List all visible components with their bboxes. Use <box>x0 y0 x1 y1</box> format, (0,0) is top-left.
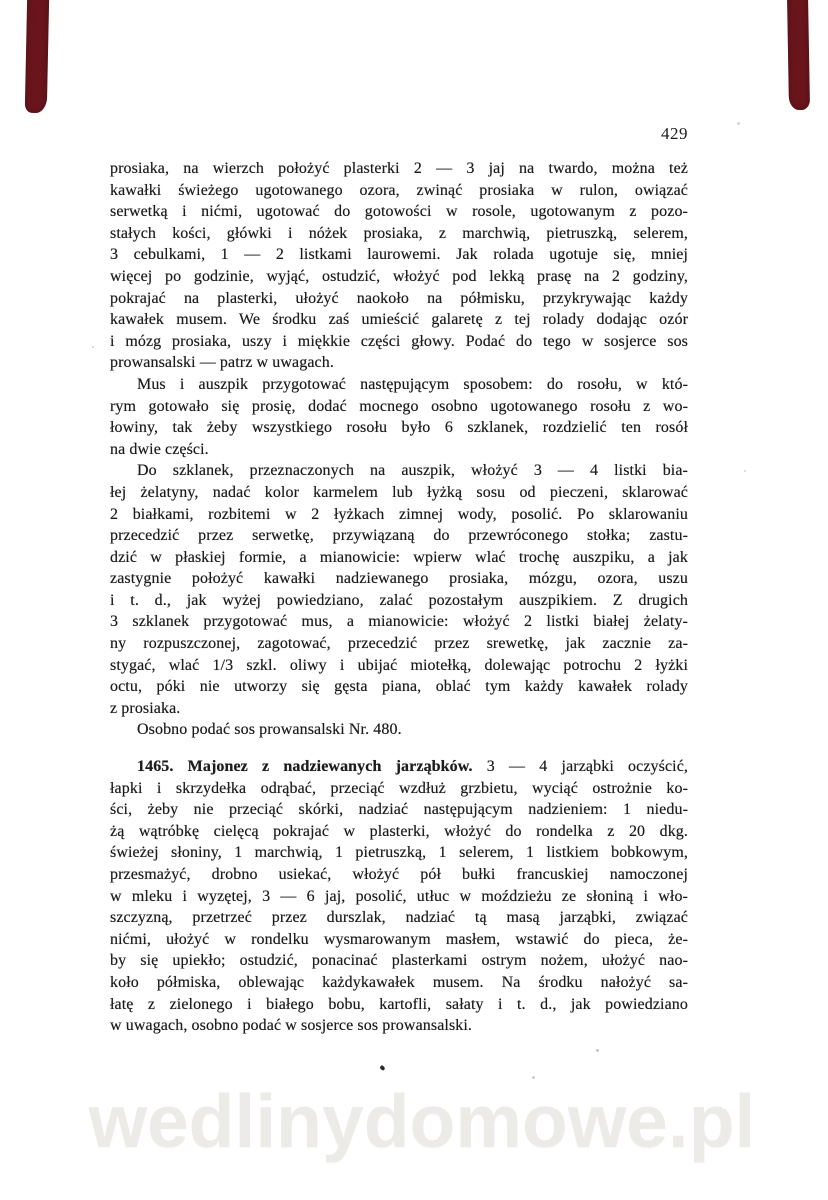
text-line: na dwie części. <box>110 440 209 458</box>
text-line: 3 cebulkami, 1 — 2 listkami laurowemi. Jak rolada ugotuje się, mniej <box>110 246 688 264</box>
text-line: 3 szklanek przygotować mus, a mianowicie: włożyć 2 listki białej żelaty- <box>110 613 688 631</box>
scan-speck <box>379 1065 385 1071</box>
text-line: świeżej słoniny, 1 marchwią, 1 pietruszką, 1 selerem, 1 listkiem bobkowym, <box>110 844 688 862</box>
text-line: stygać, wlać 1/3 szkl. oliwy i ubijać miotełką, dolewając potrochu 2 łyżki <box>110 656 688 674</box>
text-line: prowansalski — patrz w uwagach. <box>110 354 334 372</box>
text-line: w mleku i wyzętej, 3 — 6 jaj, posolić, utłuc w moździeżu ze słoniną i wło- <box>110 887 688 905</box>
binding-mark-right <box>787 0 810 110</box>
text-line: ny rozpuszczonej, zagotować, przecedzić przez srewetkę, jak zacznie za- <box>110 635 688 653</box>
text-line: przecedzić przez serwetkę, przywiązaną do przewróconego stołka; zastu- <box>110 527 688 545</box>
text-line: Osobno podać sos prowansalski Nr. 480. <box>137 721 402 739</box>
text-line: Mus i auszpik przygotować następującym sposobem: do rosołu, w któ- <box>137 375 688 393</box>
text-line: 1465. Majonez z nadziewanych jarząbków. 3 — 4 jarząbki oczyścić, <box>137 758 688 776</box>
text-line: kawałek musem. We środku zaś umieścić galaretę z tej rolady dodając ozór <box>110 311 688 329</box>
text-line: i t. d., jak wyżej powiedziano, zalać pozostałym auszpikiem. Z drugich <box>110 591 688 609</box>
paragraph <box>110 460 688 719</box>
paragraph <box>110 719 688 741</box>
text-line: łej żelatyny, nadać kolor karmelem lub łyżką sosu od pieczeni, sklarować <box>110 483 688 501</box>
text-line: kawałki świeżego ugotowanego ozora, zwinąć prosiaka w rulon, owiązać <box>110 181 688 199</box>
text-line: przesmażyć, drobno usiekać, włożyć pół bułki francuskiej namoczonej <box>110 866 688 883</box>
text-line: stałych kości, główki i nóżek prosiaka, z marchwią, pietruszką, selerem, <box>110 224 688 242</box>
text-line: nićmi, ułożyć w rondelku wysmarowanym masłem, wstawić do pieca, że- <box>110 930 688 948</box>
text-line: Do szklanek, przeznaczonych na auszpik, włożyć 3 — 4 listki bia- <box>137 462 688 480</box>
text-column <box>110 158 688 1037</box>
text-line: łowiny, tak żeby wszystkiego rosołu było 6 szklanek, rozdzielić ten rosół <box>110 419 688 437</box>
text-line: szczyzną, przetrzeć przez durszlak, nadziać tą masą jarząbki, związać <box>110 909 688 927</box>
recipe-paragraph <box>110 756 688 1037</box>
text-line: octu, póki nie utworzy się gęsta piana, oblać tym każdy kawałek rolady <box>110 678 688 696</box>
text-line: z prosiaka. <box>110 699 181 717</box>
binding-mark-left <box>25 0 49 113</box>
text-line: serwetką i nićmi, ugotować do gotowości w rosole, ugotowanym z pozo- <box>110 203 688 221</box>
scan-speck <box>744 470 746 472</box>
text-line: więcej po godzinie, wyjąć, ostudzić, włożyć pod lekką prasę na 2 godziny, <box>110 267 688 285</box>
text-line: dzić w płaskiej formie, a mianowicie: wpierw wlać trochę auszpiku, a jak <box>110 548 688 566</box>
scan-speck <box>596 1049 599 1052</box>
page-number: 429 <box>661 124 688 143</box>
text-line: żą wątróbkę cielęcą pokrajać w plasterki, włożyć do rondelka z 20 dkg. <box>110 822 688 840</box>
recipe-heading: 1465. Majonez z nadziewanych jarząbków. <box>137 758 473 776</box>
text-line: prosiaka, na wierzch położyć plasterki 2 — 3 jaj na twardo, można też <box>110 160 688 177</box>
text-line: 2 białkami, rozbitemi w 2 łyżkach zimnej wody, posolić. Po sklarowaniu <box>110 505 688 523</box>
scan-speck <box>737 122 740 125</box>
text-line: łatę z zielonego i białego bobu, kartofli, sałaty i t. d., jak powiedziano <box>110 995 688 1013</box>
text-line: łapki i skrzydełka odrąbać, przeciąć wzdłuż grzbietu, wyciąć ostrożnie ko- <box>110 779 688 797</box>
text-line: i mózg prosiaka, uszy i miękkie części głowy. Podać do tego w sosjerce sos <box>110 332 688 350</box>
scan-speck <box>532 1076 535 1079</box>
text-line: pokrajać na plasterki, ułożyć naokoło na półmisku, przykrywając każdy <box>110 289 688 307</box>
scan-speck <box>92 346 94 348</box>
paragraph <box>110 158 688 374</box>
text-line: koło półmiska, oblewając każdykawałek musem. Na środku nałożyć sa- <box>110 973 688 991</box>
paragraph <box>110 374 688 460</box>
text-line: by się upiekło; ostudzić, ponacinać plasterkami ostrym nożem, ułożyć nao- <box>110 952 688 970</box>
text-line: zastygnie położyć kawałki nadziewanego prosiaka, mózgu, ozora, uszu <box>110 570 688 588</box>
text-line: rym gotowało się prosię, dodać mocnego osobno ugotowanego rosołu z wo- <box>110 397 688 415</box>
watermark: wedlinydomowe.pl <box>88 1079 756 1163</box>
text-line: ści, żeby nie przeciąć skórki, nadziać następującym nadzieniem: 1 niedu- <box>110 801 688 819</box>
text-line: w uwagach, osobno podać w sosjerce sos prowansalski. <box>110 1017 473 1035</box>
